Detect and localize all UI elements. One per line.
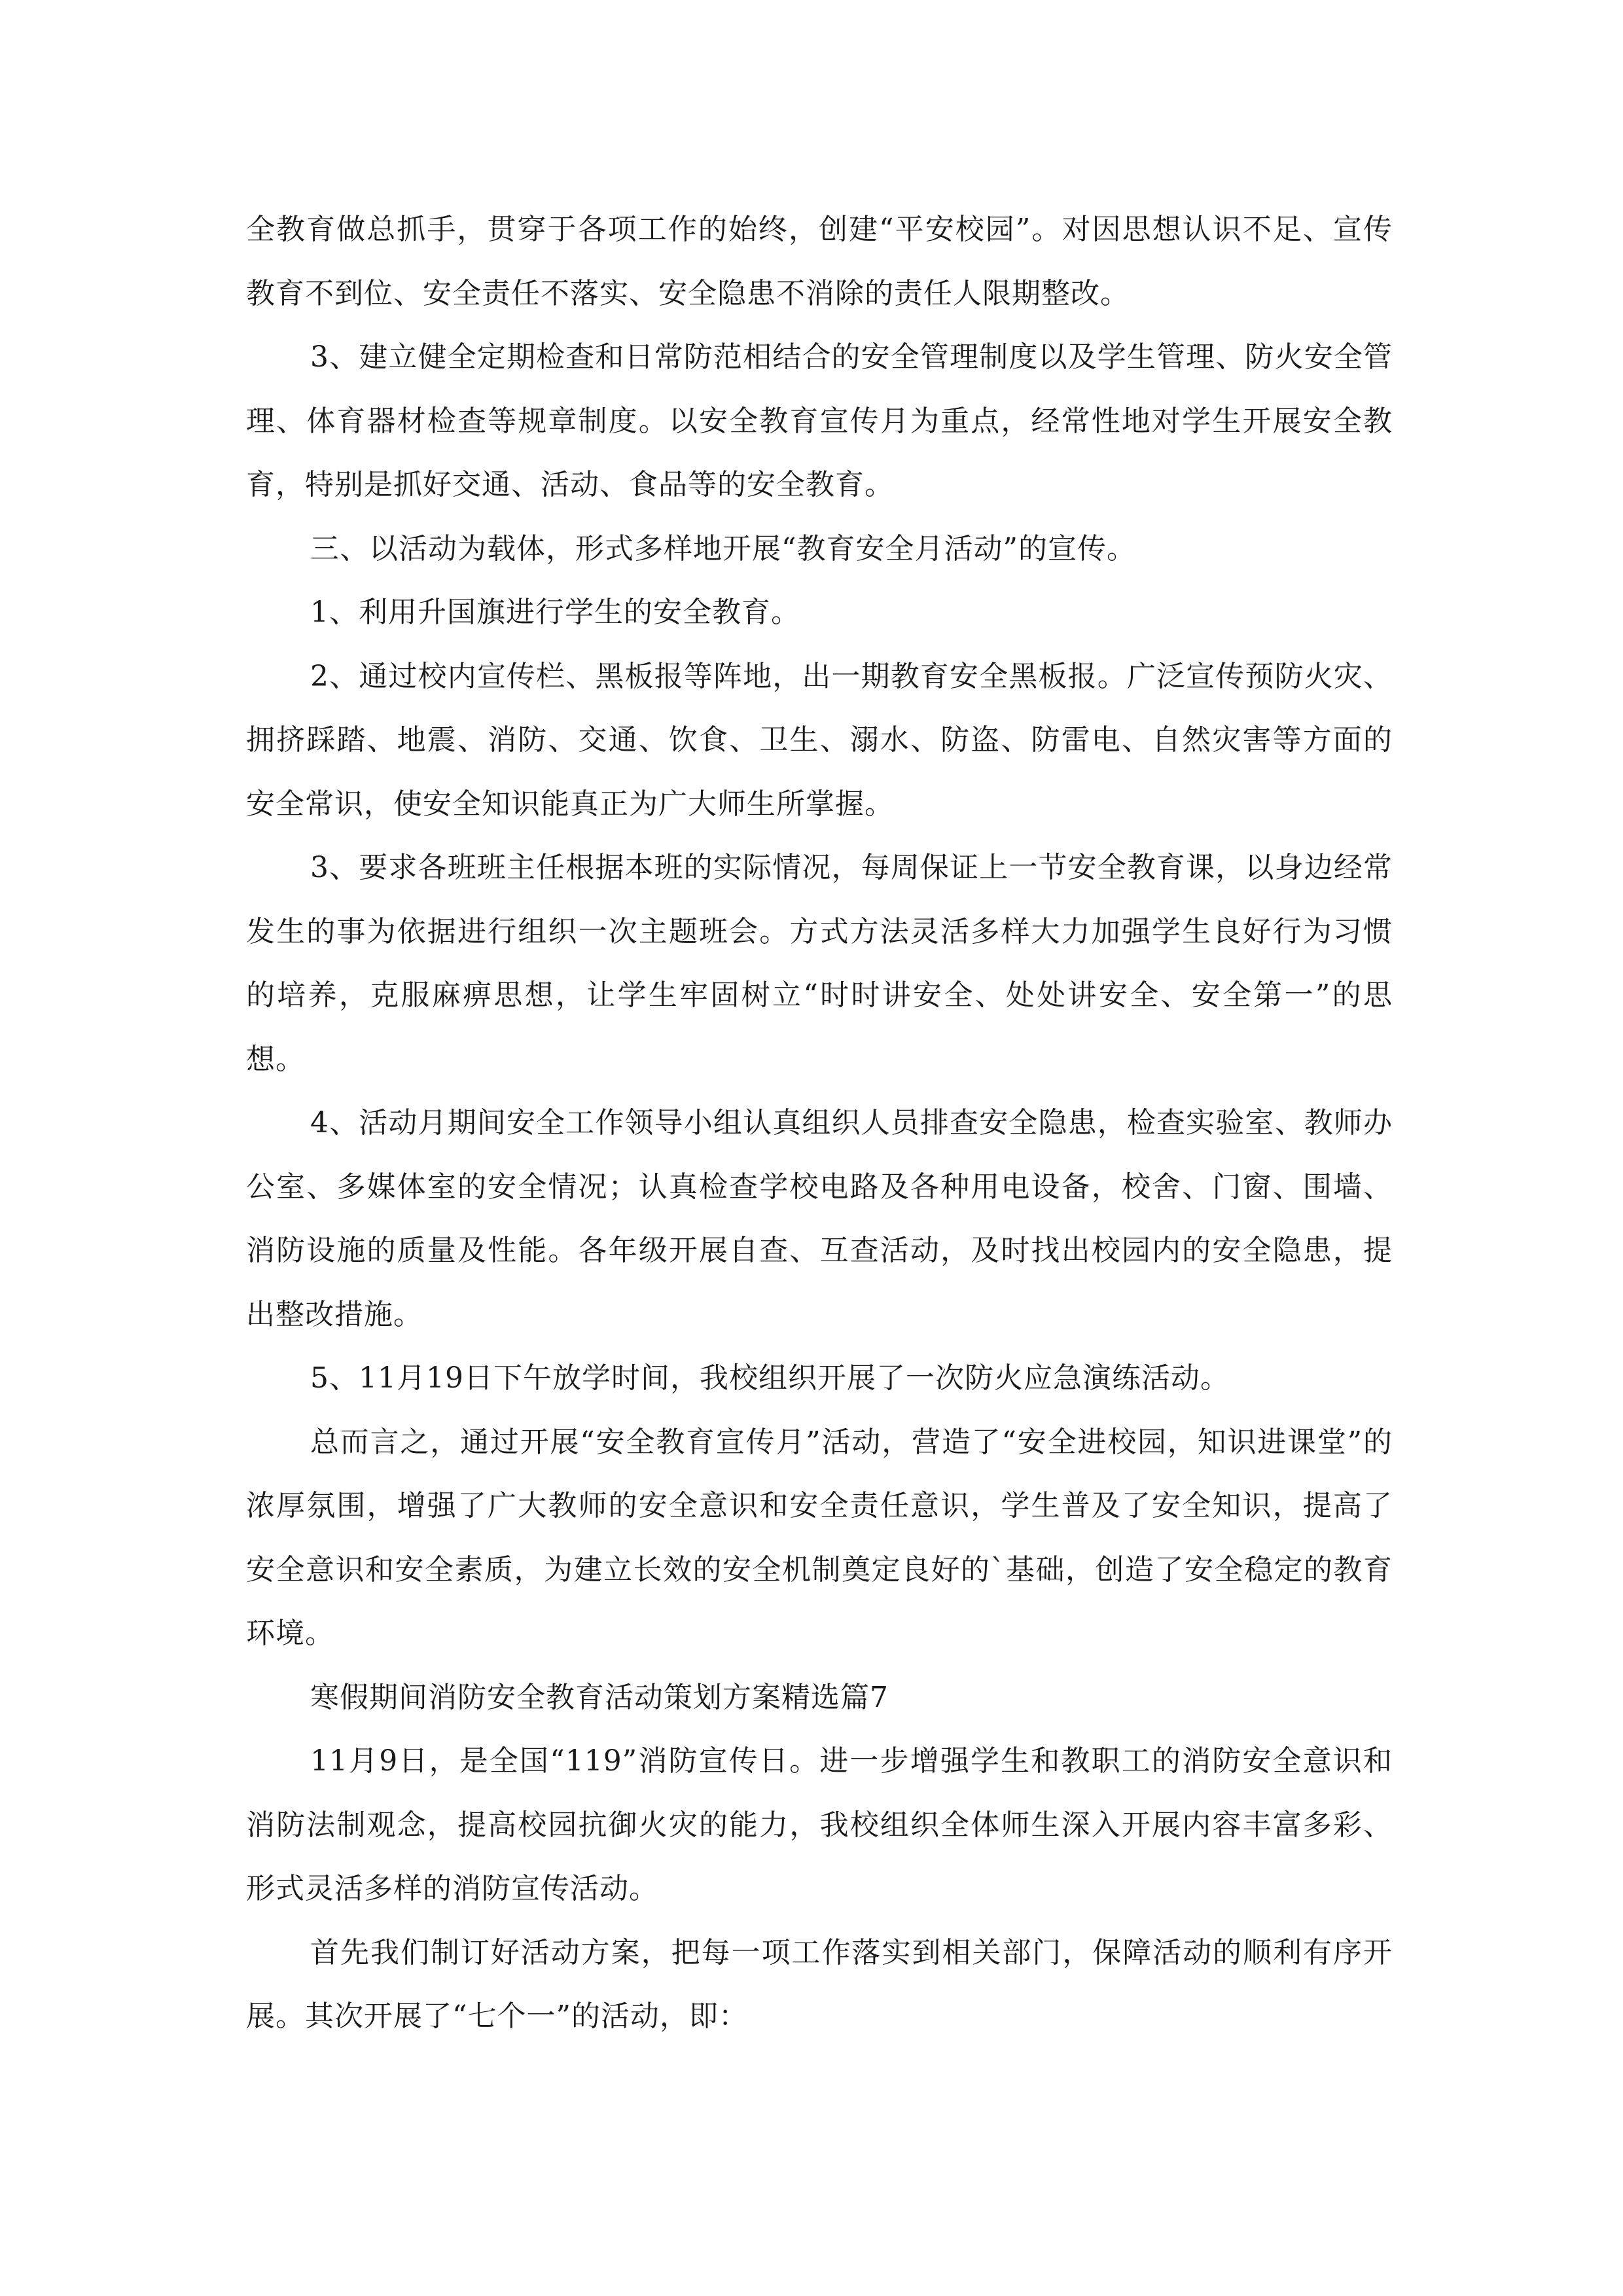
paragraph-intro: 11月9日，是全国“119”消防宣传日。进一步增强学生和教职工的消防安全意识和消防法制观念，提高校园抗御火灾的能力，我校组织全体师生深入开展内容丰富多彩、形式灵活多样的消防宣传活动。	[246, 1744, 1393, 1905]
paragraph-item-5: 5、11月19日下午放学时间，我校组织开展了一次防火应急演练活动。	[310, 1361, 1230, 1395]
paragraph-summary: 总而言之，通过开展“安全教育宣传月”活动，营造了“安全进校园，知识进课堂”的浓厚氛围，增强了广大教师的安全意识和安全责任意识，学生普及了安全知识，提高了安全意识和安全素质，为建立长效的安全机制奠定良好的`基础，创造了安全稳定的教育环境。	[246, 1425, 1393, 1650]
paragraph-continuation: 全教育做总抓手，贯穿于各项工作的始终，创建“平安校园”。对因思想认识不足、宣传教育不到位、安全责任不落实、安全隐患不消除的责任人限期整改。	[246, 213, 1393, 310]
article-title: 寒假期间消防安全教育活动策划方案精选篇7	[310, 1680, 889, 1714]
paragraph-item-3: 3、要求各班班主任根据本班的实际情况，每周保证上一节安全教育课，以身边经常发生的事为依据进行组织一次主题班会。方式方法灵活多样大力加强学生良好行为习惯的培养，克服麻痹思想，让学生牢固树立“时时讲安全、处处讲安全、安全第一”的思想。	[246, 851, 1393, 1076]
paragraph-item-4: 4、活动月期间安全工作领导小组认真组织人员排查安全隐患，检查实验室、教师办公室、多媒体室的安全情况；认真检查学校电路及各种用电设备，校舍、门窗、围墙、消防设施的质量及性能。各年级开展自查、互查活动，及时找出校园内的安全隐患，提出整改措施。	[246, 1106, 1393, 1331]
section-heading-three: 三、以活动为载体，形式多样地开展“教育安全月活动”的宣传。	[310, 531, 1136, 565]
paragraph-item-2: 2、通过校内宣传栏、黑板报等阵地，出一期教育安全黑板报。广泛宣传预防火灾、拥挤踩踏、地震、消防、交通、饮食、卫生、溺水、防盗、防雷电、自然灾害等方面的安全常识，使安全知识能真正为广大师生所掌握。	[246, 659, 1393, 821]
document-body	[246, 198, 1393, 2049]
paragraph-item-1: 1、利用升国旗进行学生的安全教育。	[310, 596, 800, 629]
paragraph-plan: 首先我们制订好活动方案，把每一项工作落实到相关部门，保障活动的顺利有序开展。其次开展了“七个一”的活动，即：	[246, 1935, 1393, 2033]
paragraph-item-3-rules: 3、建立健全定期检查和日常防范相结合的安全管理制度以及学生管理、防火安全管理、体育器材检查等规章制度。以安全教育宣传月为重点，经常性地对学生开展安全教育，特别是抓好交通、活动、食品等的安全教育。	[246, 340, 1393, 501]
